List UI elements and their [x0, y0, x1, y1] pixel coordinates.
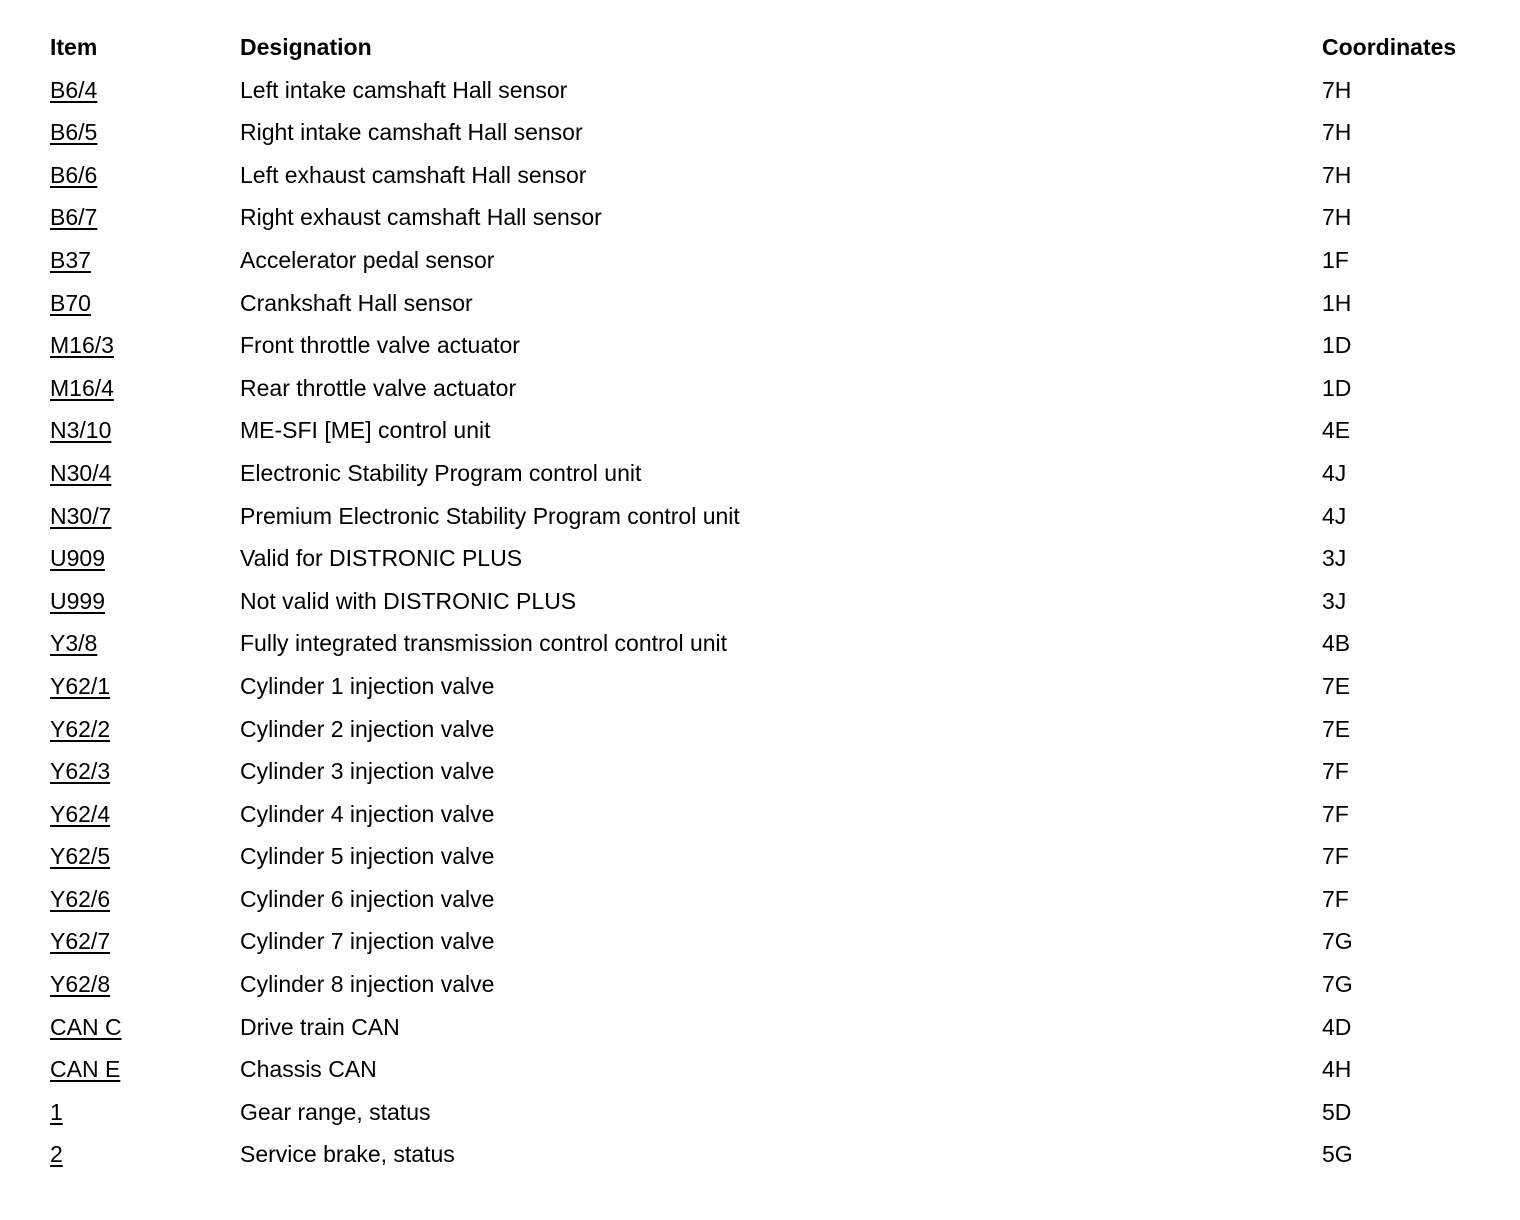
table-row [50, 793, 1490, 836]
table-row [50, 537, 1490, 580]
designation-cell: ME-SFI [ME] control unit [240, 417, 491, 444]
designation-cell: Fully integrated transmission control control unit [240, 630, 728, 657]
designation-cell: Cylinder 4 injection valve [240, 800, 495, 827]
designation-cell: Left exhaust camshaft Hall sensor [240, 161, 587, 188]
table-row [50, 1048, 1490, 1091]
header-designation: Designation [240, 34, 372, 60]
table-row [50, 1091, 1490, 1134]
item-cell [50, 1048, 120, 1091]
designation-cell: Cylinder 5 injection valve [240, 843, 495, 870]
header-coordinates: Coordinates [1322, 34, 1457, 60]
table-row [50, 963, 1490, 1006]
item-cell [50, 537, 105, 580]
coordinates-cell: 4J [1322, 459, 1347, 486]
item-link[interactable]: Y3/8 [50, 630, 98, 657]
designation-cell: Right intake camshaft Hall sensor [240, 119, 583, 146]
designation-cell: Premium Electronic Stability Program control unit [240, 502, 740, 529]
designation-cell: Cylinder 2 injection valve [240, 715, 495, 742]
table-row [50, 196, 1490, 239]
coordinates-cell: 7E [1322, 672, 1351, 699]
designation-cell: Crankshaft Hall sensor [240, 289, 473, 316]
item-link[interactable]: Y62/6 [50, 885, 111, 912]
coordinates-cell: 1H [1322, 289, 1352, 316]
item-link[interactable]: Y62/1 [50, 672, 111, 699]
coordinates-cell: 4H [1322, 1056, 1352, 1083]
item-cell [50, 495, 111, 538]
designation-cell: Chassis CAN [240, 1056, 377, 1083]
table-row [50, 452, 1490, 495]
item-cell [50, 1091, 63, 1134]
item-link[interactable]: Y62/4 [50, 800, 111, 827]
item-link[interactable]: B70 [50, 289, 91, 316]
designation-cell: Electronic Stability Program control unit [240, 459, 642, 486]
table-row [50, 1133, 1490, 1176]
coordinates-cell: 7H [1322, 204, 1352, 231]
item-link[interactable]: N3/10 [50, 417, 112, 444]
item-cell [50, 324, 114, 367]
item-cell [50, 69, 97, 112]
item-cell [50, 367, 114, 410]
item-cell [50, 878, 110, 921]
designation-cell: Cylinder 6 injection valve [240, 885, 495, 912]
designation-cell: Service brake, status [240, 1141, 455, 1168]
item-link[interactable]: U999 [50, 587, 105, 614]
coordinates-cell: 7F [1322, 843, 1349, 870]
coordinates-cell: 1F [1322, 246, 1349, 273]
table-row [50, 708, 1490, 751]
table-header [50, 26, 1490, 69]
coordinates-cell: 7E [1322, 715, 1351, 742]
table-row [50, 580, 1490, 623]
coordinates-cell: 7H [1322, 76, 1352, 103]
item-cell [50, 1133, 63, 1176]
table-row [50, 495, 1490, 538]
item-cell [50, 580, 105, 623]
item-cell [50, 708, 110, 751]
coordinates-cell: 4E [1322, 417, 1351, 444]
designation-cell: Right exhaust camshaft Hall sensor [240, 204, 602, 231]
designation-cell: Cylinder 8 injection valve [240, 971, 495, 998]
table-row [50, 622, 1490, 665]
item-cell [50, 793, 110, 836]
table-row [50, 69, 1490, 112]
table-row [50, 409, 1490, 452]
coordinates-cell: 7F [1322, 885, 1349, 912]
designation-cell: Drive train CAN [240, 1013, 400, 1040]
table-row [50, 665, 1490, 708]
coordinates-cell: 7F [1322, 800, 1349, 827]
item-cell [50, 154, 97, 197]
item-link[interactable]: B6/5 [50, 119, 98, 146]
table-row [50, 324, 1490, 367]
item-link[interactable]: M16/3 [50, 332, 114, 359]
coordinates-cell: 7H [1322, 161, 1352, 188]
item-link[interactable]: B37 [50, 246, 91, 273]
item-link[interactable]: B6/6 [50, 161, 98, 188]
designation-cell: Left intake camshaft Hall sensor [240, 76, 568, 103]
item-cell [50, 963, 110, 1006]
coordinates-cell: 3J [1322, 587, 1347, 614]
coordinates-cell: 7H [1322, 119, 1352, 146]
legend-table [50, 26, 1490, 1176]
table-row [50, 1006, 1490, 1049]
item-cell [50, 622, 97, 665]
item-cell [50, 409, 111, 452]
item-link[interactable]: Y62/7 [50, 928, 111, 955]
item-link[interactable]: N30/4 [50, 459, 112, 486]
table-row [50, 239, 1490, 282]
item-link[interactable]: Y62/5 [50, 843, 111, 870]
item-cell [50, 750, 110, 793]
designation-cell: Rear throttle valve actuator [240, 374, 517, 401]
table-row [50, 154, 1490, 197]
item-link[interactable]: CAN E [50, 1056, 121, 1083]
item-link[interactable]: Y62/8 [50, 971, 111, 998]
coordinates-cell: 4B [1322, 630, 1351, 657]
designation-cell: Accelerator pedal sensor [240, 246, 495, 273]
item-link[interactable]: N30/7 [50, 502, 112, 529]
item-cell [50, 665, 110, 708]
designation-cell: Valid for DISTRONIC PLUS [240, 545, 523, 572]
designation-cell: Cylinder 7 injection valve [240, 928, 495, 955]
coordinates-cell: 1D [1322, 374, 1352, 401]
item-link[interactable]: B6/7 [50, 204, 98, 231]
coordinates-cell: 1D [1322, 332, 1352, 359]
coordinates-cell: 5D [1322, 1098, 1352, 1125]
item-link[interactable]: U909 [50, 545, 105, 572]
designation-cell: Cylinder 1 injection valve [240, 672, 495, 699]
item-link[interactable]: B6/4 [50, 76, 98, 103]
item-cell [50, 111, 97, 154]
coordinates-cell: 4J [1322, 502, 1347, 529]
item-link[interactable]: Y62/2 [50, 715, 111, 742]
coordinates-cell: 7G [1322, 928, 1353, 955]
item-cell [50, 196, 97, 239]
designation-cell: Not valid with DISTRONIC PLUS [240, 587, 577, 614]
designation-cell: Front throttle valve actuator [240, 332, 520, 359]
item-cell [50, 1006, 122, 1049]
coordinates-cell: 3J [1322, 545, 1347, 572]
designation-cell: Gear range, status [240, 1098, 431, 1125]
item-link[interactable]: 2 [50, 1141, 63, 1168]
item-cell [50, 835, 110, 878]
coordinates-cell: 4D [1322, 1013, 1352, 1040]
coordinates-cell: 7F [1322, 758, 1349, 785]
item-cell [50, 239, 91, 282]
coordinates-cell: 7G [1322, 971, 1353, 998]
item-link[interactable]: CAN C [50, 1013, 122, 1040]
table-row [50, 111, 1490, 154]
table-row [50, 367, 1490, 410]
coordinates-cell: 5G [1322, 1141, 1353, 1168]
table-row [50, 282, 1490, 325]
item-link[interactable]: M16/4 [50, 374, 114, 401]
item-cell [50, 920, 110, 963]
item-cell [50, 452, 111, 495]
designation-cell: Cylinder 3 injection valve [240, 758, 495, 785]
header-item: Item [50, 34, 98, 60]
item-cell [50, 282, 91, 325]
table-body [50, 69, 1490, 1176]
item-link[interactable]: 1 [50, 1098, 63, 1125]
table-row [50, 750, 1490, 793]
table-row [50, 920, 1490, 963]
item-link[interactable]: Y62/3 [50, 758, 111, 785]
table-row [50, 878, 1490, 921]
table-row [50, 835, 1490, 878]
